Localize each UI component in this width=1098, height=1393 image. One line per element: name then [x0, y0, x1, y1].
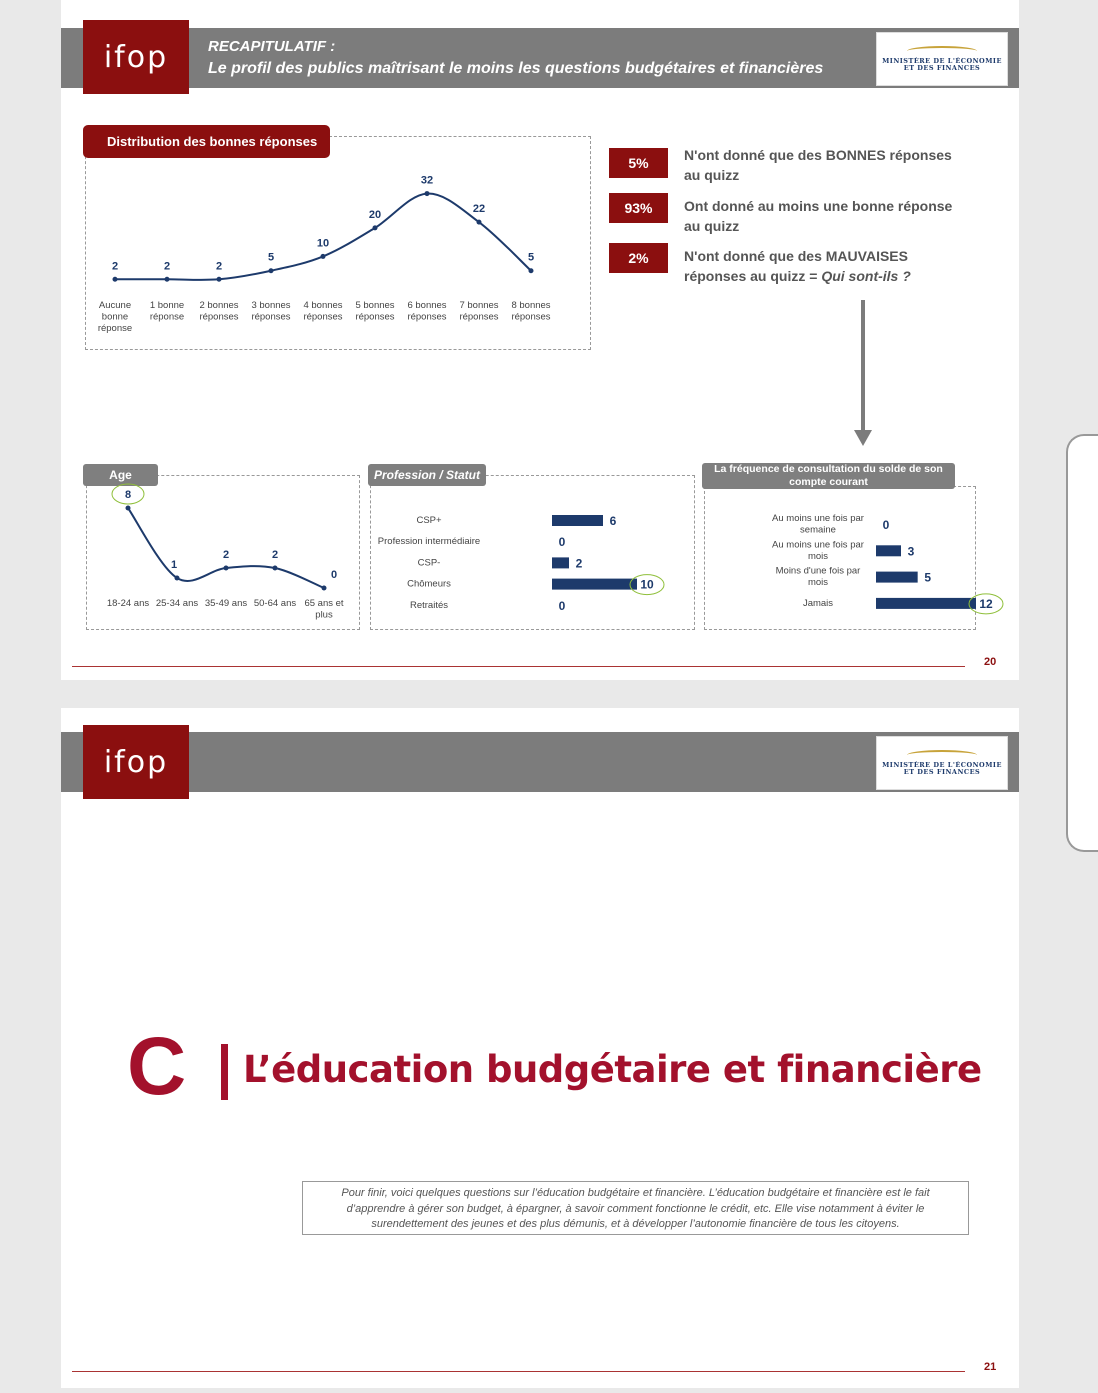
- stat-line: Ont donné au moins une bonne réponse: [684, 198, 953, 214]
- slide-title: RECAPITULATIF :: [208, 38, 336, 55]
- data-point: [529, 268, 534, 273]
- bar: [552, 515, 603, 526]
- data-label: 0: [882, 518, 890, 532]
- footer-line: [72, 666, 965, 667]
- data-point: [269, 268, 274, 273]
- category-label: Moins d'une fois par: [775, 565, 861, 577]
- category-label: 2 bonnes: [199, 300, 239, 311]
- data-label: 2: [215, 260, 223, 273]
- page-number: 21: [984, 1361, 997, 1373]
- data-label: 0: [558, 598, 566, 613]
- section-divider: [221, 1044, 228, 1100]
- category-label: CSP-: [417, 557, 441, 569]
- category-label: 5 bonnes: [355, 300, 395, 311]
- data-point: [321, 254, 326, 259]
- footer-line: [72, 1371, 965, 1372]
- category-label: réponses: [199, 311, 239, 323]
- data-point: [217, 277, 222, 282]
- data-label: 12: [979, 596, 993, 611]
- ministry-logo: [876, 736, 1008, 790]
- data-point: [165, 277, 170, 282]
- section-title: L’éducation budgétaire et financière: [243, 1048, 982, 1091]
- category-label: bonne: [101, 311, 129, 323]
- category-label: 18-24 ans: [106, 598, 150, 609]
- category-label: Au moins une fois par: [772, 539, 864, 551]
- category-label: 35-49 ans: [204, 598, 248, 609]
- data-point: [126, 506, 131, 511]
- series-line: [128, 508, 324, 588]
- ministry-line1: MINISTÈRE DE L'ÉCONOMIE: [882, 57, 1002, 65]
- category-label: plus: [315, 609, 333, 621]
- stat-pct: 2%: [609, 243, 668, 273]
- bar: [552, 579, 637, 590]
- category-label: 25-34 ans: [155, 598, 199, 609]
- data-label: 6: [609, 514, 617, 528]
- ministry-arc-icon: [907, 750, 977, 760]
- data-label: 3: [907, 544, 915, 559]
- data-label: 2: [271, 549, 279, 561]
- data-label: 22: [472, 203, 486, 216]
- data-label: 10: [316, 237, 330, 250]
- stat-line: [684, 266, 974, 286]
- category-label: 65 ans et: [304, 598, 344, 609]
- stat-pct: 5%: [609, 148, 668, 178]
- stat-text: [684, 196, 974, 236]
- stat-line: N'ont donné que des MAUVAISES: [684, 248, 908, 264]
- category-label: CSP+: [416, 515, 442, 526]
- logo-text: ifop: [103, 744, 169, 780]
- ministry-arc-icon: [907, 46, 977, 56]
- data-point: [477, 220, 482, 225]
- ministry-line2: ET DES FINANCES: [903, 64, 981, 72]
- category-label: 4 bonnes: [303, 300, 343, 311]
- category-label: semaine: [800, 524, 836, 536]
- data-label: 1: [170, 559, 178, 571]
- category-label: réponse: [97, 323, 133, 334]
- data-label: 10: [640, 577, 654, 592]
- category-label: 1 bonne: [149, 300, 185, 311]
- stat-line-part: réponses au quizz: [684, 268, 806, 284]
- logo-text: ifop: [103, 39, 169, 75]
- category-label: Retraités: [409, 599, 449, 611]
- data-label: 5: [924, 570, 932, 585]
- category-label: 50-64 ans: [253, 598, 297, 609]
- data-label: 5: [527, 251, 535, 264]
- profession-chart: [371, 502, 691, 622]
- age-tag: Age: [83, 464, 158, 486]
- data-label: 2: [111, 260, 119, 273]
- data-point: [273, 566, 278, 571]
- stat-line: au quizz: [684, 167, 740, 183]
- category-label: 8 bonnes: [511, 300, 551, 311]
- data-label: 0: [330, 569, 338, 581]
- category-label: réponses: [355, 311, 395, 323]
- data-label: 2: [222, 549, 230, 561]
- age-chart: [89, 489, 357, 628]
- category-label: 7 bonnes: [459, 300, 499, 311]
- bar: [876, 598, 976, 609]
- bar: [552, 557, 569, 568]
- frequency-chart: [706, 508, 993, 620]
- stat-pct: 93%: [609, 193, 668, 223]
- ministry-logo: [876, 32, 1008, 86]
- profession-tag: Profession / Statut: [368, 464, 486, 486]
- category-label: réponses: [459, 311, 499, 323]
- slide-21: [61, 708, 1019, 1388]
- ministry-line2: ET DES FINANCES: [903, 768, 981, 776]
- section-letter: C: [127, 1021, 187, 1112]
- distribution-tag: Distribution des bonnes réponses: [83, 125, 330, 158]
- stat-line: au quizz: [684, 218, 740, 234]
- scroll-handle[interactable]: [1066, 434, 1098, 852]
- stat-text: [684, 246, 974, 286]
- category-label: Jamais: [802, 597, 834, 609]
- stat-line-emphasis: Qui sont-ils ?: [821, 268, 911, 284]
- category-label: réponses: [407, 311, 447, 323]
- slide-20: [61, 0, 1019, 680]
- down-arrow-icon: [851, 300, 875, 448]
- data-point: [425, 191, 430, 196]
- category-label: 3 bonnes: [251, 300, 291, 311]
- data-label: 8: [124, 489, 132, 501]
- data-label: 20: [368, 208, 382, 221]
- category-label: Aucune: [98, 300, 132, 311]
- data-label: 0: [558, 535, 566, 550]
- category-label: Profession intermédiaire: [377, 536, 481, 548]
- category-label: réponses: [251, 311, 291, 323]
- bar: [876, 572, 918, 583]
- category-label: réponses: [511, 311, 551, 323]
- data-label: 32: [420, 174, 434, 187]
- distribution-chart: [97, 168, 581, 344]
- stat-line-eq: =: [805, 268, 822, 284]
- data-point: [113, 277, 118, 282]
- data-point: [175, 576, 180, 581]
- data-label: 2: [163, 260, 171, 273]
- data-label: 2: [575, 556, 583, 571]
- category-label: réponse: [149, 311, 185, 323]
- category-label: Chômeurs: [407, 578, 451, 590]
- ifop-logo: [83, 20, 189, 94]
- bar: [876, 545, 901, 556]
- data-point: [322, 586, 327, 591]
- stat-text: [684, 145, 974, 185]
- data-point: [373, 225, 378, 230]
- category-label: mois: [807, 577, 829, 589]
- ifop-logo: [83, 725, 189, 799]
- category-label: réponses: [303, 311, 343, 323]
- category-label: mois: [807, 550, 829, 562]
- slide-subtitle: Le profil des publics maîtrisant le moins les questions budgétaires et financières: [208, 60, 824, 77]
- page-number: 20: [984, 656, 997, 668]
- stat-line: N'ont donné que des BONNES réponses: [684, 147, 952, 163]
- ministry-line1: MINISTÈRE DE L'ÉCONOMIE: [882, 761, 1002, 769]
- data-label: 5: [267, 251, 275, 264]
- intro-text: Pour finir, voici quelques questions sur l’éducation budgétaire et financière. L’éducation budgétaire et financière est le fait d’apprendre à gérer son budget, à épargner, à savoir comment fonctionne le crédit, etc. Elle vise notamment à éviter le surendettement des jeunes et des plus démunis, et à développer l’autonomie financière de tous les citoyens.: [302, 1181, 969, 1235]
- category-label: 6 bonnes: [407, 300, 447, 311]
- frequency-tag: La fréquence de consultation du solde de son compte courant: [702, 463, 955, 489]
- category-label: Au moins une fois par: [772, 513, 864, 524]
- data-point: [224, 566, 229, 571]
